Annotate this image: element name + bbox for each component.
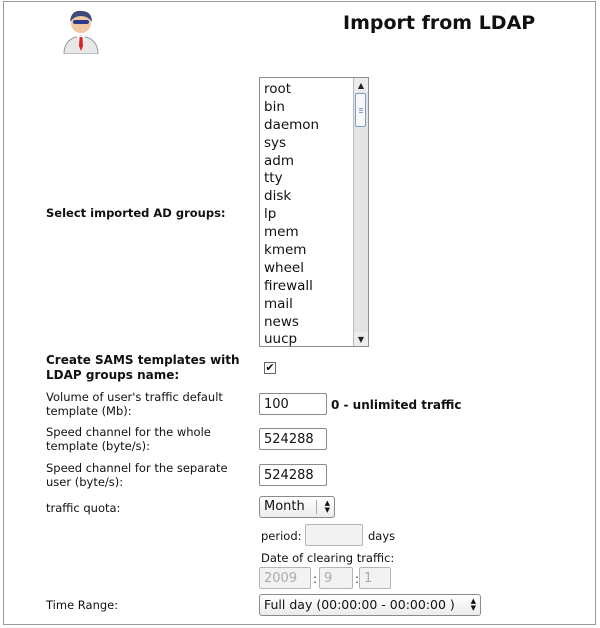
- traffic-default-input[interactable]: [259, 393, 327, 415]
- clearing-year-input[interactable]: [259, 567, 311, 589]
- date-separator-2: :: [355, 572, 360, 586]
- clearing-date-label: Date of clearing traffic:: [261, 551, 395, 565]
- group-list-item[interactable]: mem: [264, 224, 299, 241]
- group-list-item[interactable]: uucp: [264, 331, 298, 347]
- period-label: period:: [261, 529, 302, 543]
- group-list-item[interactable]: root: [264, 81, 292, 97]
- groups-label: Select imported AD groups:: [46, 206, 226, 220]
- group-list-item[interactable]: daemon: [264, 116, 320, 133]
- traffic-quota-select[interactable]: [259, 496, 335, 518]
- groups-listbox[interactable]: [259, 77, 369, 347]
- page-title: Import from LDAP: [343, 12, 536, 34]
- speed-template-label: [46, 425, 211, 453]
- speed-template-input[interactable]: [259, 428, 327, 450]
- clearing-month-input[interactable]: [319, 567, 353, 589]
- group-list-item[interactable]: tty: [264, 170, 283, 187]
- group-list-item[interactable]: news: [264, 313, 299, 330]
- templates-label-line1: Create SAMS templates with: [46, 353, 240, 367]
- group-list-item[interactable]: kmem: [264, 242, 307, 259]
- speed-user-label-line1: Speed channel for the separate: [46, 461, 228, 475]
- scroll-up-arrow-icon[interactable]: ▲: [354, 78, 368, 92]
- traffic-quota-value: Month: [264, 499, 305, 514]
- days-label: days: [368, 529, 396, 543]
- clearing-day-input[interactable]: [359, 567, 391, 589]
- group-list-item[interactable]: mail: [264, 295, 293, 312]
- time-range-value: Full day (00:00:00 - 00:00:00 ): [264, 597, 455, 612]
- select-arrows-icon: ▲ ▼: [470, 597, 476, 612]
- date-separator-1: :: [313, 572, 318, 586]
- group-list-item[interactable]: adm: [264, 152, 294, 169]
- templates-label: [46, 353, 240, 383]
- group-list-item[interactable]: bin: [264, 98, 285, 115]
- traffic-quota-label: traffic quota:: [46, 501, 121, 515]
- period-input[interactable]: [305, 524, 363, 546]
- templates-label-line2: LDAP groups name:: [46, 368, 180, 382]
- traffic-default-label-line1: Volume of user's traffic default: [46, 390, 223, 404]
- group-list-item[interactable]: wheel: [264, 259, 304, 276]
- group-list-item[interactable]: lp: [264, 206, 277, 223]
- speed-template-label-line1: Speed channel for the whole: [46, 425, 211, 439]
- speed-user-input[interactable]: [259, 464, 327, 486]
- traffic-default-label: [46, 390, 223, 418]
- group-list-item[interactable]: sys: [264, 134, 287, 151]
- templates-checkbox[interactable]: ✔: [265, 361, 275, 374]
- speed-template-label-line2: template (byte/s):: [46, 439, 150, 453]
- unlimited-traffic-note: 0 - unlimited traffic: [331, 398, 462, 412]
- groups-scrollbar[interactable]: [353, 78, 368, 346]
- select-arrows-icon: ▲ ▼: [324, 499, 330, 514]
- scroll-down-arrow-icon[interactable]: ▼: [354, 332, 368, 346]
- group-list-item[interactable]: firewall: [264, 277, 313, 294]
- groups-list: [264, 80, 319, 347]
- time-range-label: Time Range:: [46, 598, 119, 612]
- traffic-default-label-line2: template (Mb):: [46, 404, 132, 418]
- time-range-select[interactable]: [259, 594, 481, 616]
- group-list-item[interactable]: disk: [264, 188, 292, 205]
- scrollbar-thumb[interactable]: [355, 93, 366, 127]
- user-avatar-icon: [60, 6, 102, 54]
- speed-user-label-line2: user (byte/s):: [46, 475, 124, 489]
- speed-user-label: [46, 461, 228, 489]
